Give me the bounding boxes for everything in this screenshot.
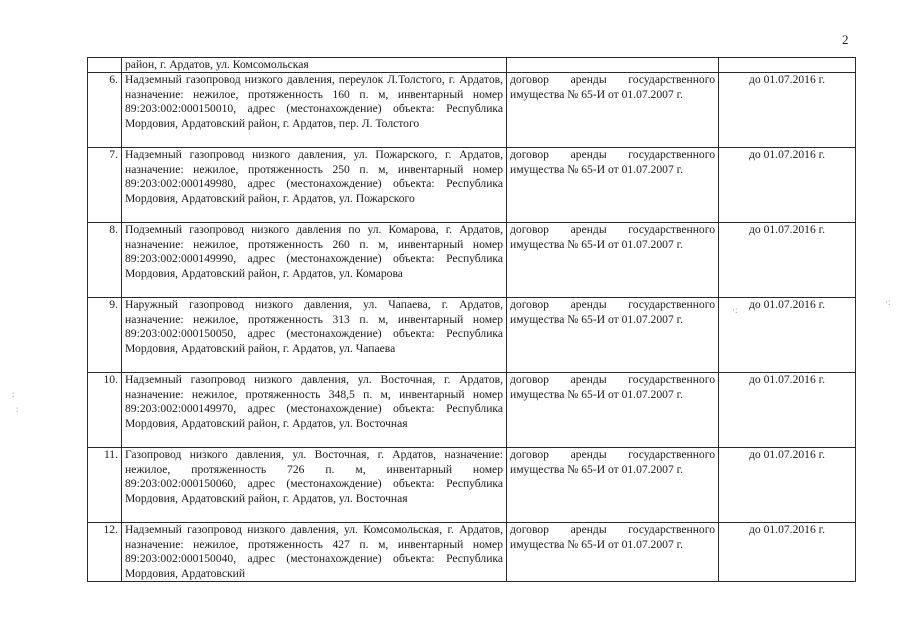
scan-mark: : <box>16 404 19 414</box>
row-number-cell: 8. <box>88 223 122 298</box>
term-cell: до 01.07.2016 г. <box>719 523 856 582</box>
basis-document-cell <box>507 58 719 73</box>
table-row <box>88 448 856 523</box>
page-number: 2 <box>842 32 849 47</box>
term-cell <box>719 58 856 73</box>
term-cell: до 01.07.2016 г. <box>719 73 856 148</box>
table-row <box>88 298 856 373</box>
basis-document-cell: договор аренды государственного имущества № 65-И от 01.07.2007 г. <box>507 148 719 223</box>
table-row <box>88 148 856 223</box>
basis-document-cell: договор аренды государственного имущества № 65-И от 01.07.2007 г. <box>507 523 719 582</box>
object-description-cell: Надземный газопровод низкого давления, ул. Комсомольская, г. Ардатов, назначение: нежилое, протяженность 427 п. м, инвентарный номер 89:203:002:000150040, адрес (местонахождение) объекта: Республика Мордовия, Ардатовский <box>122 523 507 582</box>
object-description-cell: район, г. Ардатов, ул. Комсомольская <box>122 58 507 73</box>
scan-mark: ·: <box>732 305 738 315</box>
row-number-cell: 7. <box>88 148 122 223</box>
scan-mark: ·: <box>885 297 891 307</box>
object-description-cell: Наружный газопровод низкого давления, ул. Чапаева, г. Ардатов, назначение: нежилое, протяженность 313 п. м, инвентарный номер 89:203:002:000150050, адрес (местонахождение) объекта: Республика Мордовия, Ардатовский район, г. Ардатов, ул. Чапаева <box>122 298 507 373</box>
scan-mark: : <box>12 389 15 399</box>
property-registry-table <box>87 57 856 582</box>
basis-document-cell: договор аренды государственного имущества № 65-И от 01.07.2007 г. <box>507 448 719 523</box>
term-cell: до 01.07.2016 г. <box>719 373 856 448</box>
table-row <box>88 373 856 448</box>
term-cell: до 01.07.2016 г. <box>719 148 856 223</box>
basis-document-cell: договор аренды государственного имущества № 65-И от 01.07.2007 г. <box>507 73 719 148</box>
basis-document-cell: договор аренды государственного имущества № 65-И от 01.07.2007 г. <box>507 373 719 448</box>
term-cell: до 01.07.2016 г. <box>719 448 856 523</box>
object-description-cell: Газопровод низкого давления, ул. Восточная, г. Ардатов, назначение: нежилое, протяженность 726 п. м, инвентарный номер 89:203:002:000150060, адрес (местонахождение) объекта: Республика Мордовия, Ардатовский район, г. Ардатов, ул. Восточная <box>122 448 507 523</box>
table-row <box>88 223 856 298</box>
object-description-cell: Подземный газопровод низкого давления по ул. Комарова, г. Ардатов, назначение: нежилое, протяженность 260 п. м, инвентарный номер 89:203:002:000149990, адрес (местонахождение) объекта: Республика Мордовия, Ардатовский район, г. Ардатов, ул. Комарова <box>122 223 507 298</box>
basis-document-cell: договор аренды государственного имущества № 65-И от 01.07.2007 г. <box>507 298 719 373</box>
basis-document-cell: договор аренды государственного имущества № 65-И от 01.07.2007 г. <box>507 223 719 298</box>
row-number-cell: 12. <box>88 523 122 582</box>
table-row-continuation <box>88 58 856 73</box>
table-row <box>88 523 856 582</box>
table-row <box>88 73 856 148</box>
row-number-cell: 6. <box>88 73 122 148</box>
row-number-cell: 11. <box>88 448 122 523</box>
object-description-cell: Надземный газопровод низкого давления, ул. Восточная, г. Ардатов, назначение: нежилое, протяженность 348,5 п. м, инвентарный номер 89:203:002:000149970, адрес (местонахождение) объекта: Республика Мордовия, Ардатовский район, г. Ардатов, ул. Восточная <box>122 373 507 448</box>
term-cell: до 01.07.2016 г. <box>719 223 856 298</box>
row-number-cell <box>88 58 122 73</box>
object-description-cell: Надземный газопровод низкого давления, ул. Пожарского, г. Ардатов, назначение: нежилое, протяженность 250 п. м, инвентарный номер 89:203:002:000149980, адрес (местонахождение) объекта: Республика Мордовия, Ардатовский район, г. Ардатов, ул. Пожарского <box>122 148 507 223</box>
row-number-cell: 10. <box>88 373 122 448</box>
object-description-cell: Надземный газопровод низкого давления, переулок Л.Толстого, г. Ардатов, назначение: нежилое, протяженность 160 п. м, инвентарный номер 89:203:002:000150010, адрес (местонахождение) объекта: Республика Мордовия, Ардатовский район, г. Ардатов, пер. Л. Толстого <box>122 73 507 148</box>
term-cell: до 01.07.2016 г. <box>719 298 856 373</box>
row-number-cell: 9. <box>88 298 122 373</box>
